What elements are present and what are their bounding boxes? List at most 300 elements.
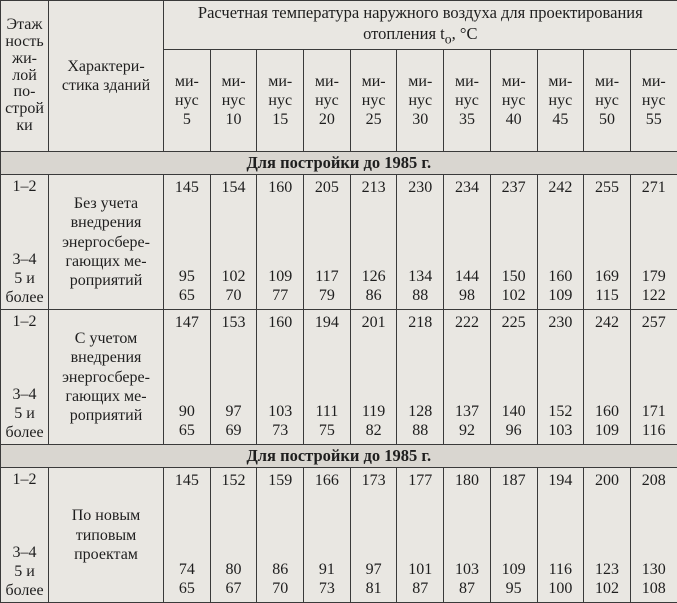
value-high-rise: 87 [444, 580, 490, 598]
value-high-rise: 82 [351, 422, 397, 440]
floors-label: 5 и [1, 562, 48, 581]
value-stack [444, 310, 490, 444]
floors-label: 3–4 [1, 385, 48, 404]
floors-group-bottom [1, 543, 48, 601]
temp-header-part: нус [351, 91, 397, 110]
value-cell [444, 175, 491, 310]
value-mid-rise: 160 [584, 403, 630, 421]
value-high-rise: 102 [491, 287, 537, 305]
temperature-header [164, 1, 677, 50]
floors-header-line: по- [1, 84, 48, 101]
value-stack [351, 310, 397, 444]
value-high-rise: 65 [164, 287, 210, 305]
description-line: гающих ме- [49, 387, 163, 406]
char-header-line: стика зданий [49, 76, 163, 95]
floors-label: 3–4 [1, 543, 48, 562]
value-stack [397, 175, 443, 309]
value-pair [631, 403, 677, 440]
value-cell [350, 175, 397, 310]
value-pair [211, 561, 257, 598]
value-mid-rise: 171 [631, 403, 677, 421]
temp-header-part: 30 [397, 110, 443, 129]
temp-header-part: нус [397, 91, 443, 110]
temp-header-part: ми- [444, 72, 490, 91]
value-cell [584, 310, 631, 445]
floors-header-line: ность [1, 34, 48, 51]
floors-header-line: строй [1, 101, 48, 118]
value-stack [304, 468, 350, 602]
value-high-rise: 87 [397, 580, 443, 598]
value-high-rise: 73 [304, 580, 350, 598]
floors-label: более [1, 581, 48, 600]
temp-header-line-2-wrap [168, 24, 673, 47]
value-mid-rise: 117 [304, 268, 350, 286]
value-low-rise: 205 [304, 179, 350, 197]
temp-column-header [444, 50, 491, 152]
value-mid-rise: 144 [444, 268, 490, 286]
value-stack [584, 175, 630, 309]
floors-header-line: лой [1, 68, 48, 85]
value-cell [490, 310, 537, 445]
value-cell [304, 310, 351, 445]
floors-header-line: Этаж [1, 17, 48, 34]
value-cell [584, 468, 631, 603]
value-low-rise: 234 [444, 179, 490, 197]
value-low-rise: 147 [164, 314, 210, 332]
floors-label: 3–4 [1, 250, 48, 269]
value-mid-rise: 91 [304, 561, 350, 579]
value-high-rise: 73 [257, 422, 303, 440]
value-cell [210, 468, 257, 603]
temp-header-part: 10 [211, 110, 257, 129]
value-cell [210, 175, 257, 310]
value-high-rise: 65 [164, 580, 210, 598]
temp-header-part: ми- [631, 72, 677, 91]
value-pair [444, 268, 490, 305]
value-stack [584, 310, 630, 444]
value-mid-rise: 101 [397, 561, 443, 579]
temp-header-line-1: Расчетная температура наружного воздуха для проектирования [168, 3, 673, 24]
value-low-rise: 180 [444, 472, 490, 490]
value-low-rise: 159 [257, 472, 303, 490]
temp-header-part: 20 [304, 110, 350, 129]
value-high-rise: 79 [304, 287, 350, 305]
description-line: внедрения [49, 213, 163, 232]
value-pair [351, 403, 397, 440]
value-low-rise: 187 [491, 472, 537, 490]
description-line: энергосбере- [49, 233, 163, 252]
value-high-rise: 88 [397, 422, 443, 440]
value-pair [257, 561, 303, 598]
value-cell [584, 175, 631, 310]
description-line: внедрения [49, 348, 163, 367]
temp-header-part: нус [584, 91, 630, 110]
value-low-rise: 218 [397, 314, 443, 332]
value-high-rise: 65 [164, 422, 210, 440]
value-high-rise: 69 [211, 422, 257, 440]
value-mid-rise: 140 [491, 403, 537, 421]
value-stack [164, 310, 210, 444]
description-cell [49, 310, 164, 445]
value-low-rise: 201 [351, 314, 397, 332]
section-title: Для постройки до 1985 г. [1, 152, 677, 175]
value-stack [257, 175, 303, 309]
floors-stack [1, 175, 48, 309]
value-pair [397, 561, 443, 598]
section-row [1, 445, 677, 468]
value-pair [491, 561, 537, 598]
description-line: По новым [49, 506, 163, 525]
temp-header-part: ми- [304, 72, 350, 91]
value-cell [164, 310, 211, 445]
value-low-rise: 153 [211, 314, 257, 332]
value-pair [304, 403, 350, 440]
value-mid-rise: 126 [351, 268, 397, 286]
value-cell [350, 468, 397, 603]
value-pair [164, 561, 210, 598]
temp-header-part: 40 [491, 110, 537, 129]
value-high-rise: 122 [631, 287, 677, 305]
temp-header-part: нус [631, 91, 677, 110]
value-stack [491, 175, 537, 309]
value-cell [397, 310, 444, 445]
value-stack [584, 468, 630, 602]
value-high-rise: 86 [351, 287, 397, 305]
floors-header-line: ки [1, 118, 48, 135]
value-cell [537, 468, 584, 603]
temp-header-part: 5 [164, 110, 210, 129]
value-pair [257, 403, 303, 440]
table-row [1, 175, 677, 310]
temp-header-part: 25 [351, 110, 397, 129]
floors-stack [1, 468, 48, 602]
value-high-rise: 116 [631, 422, 677, 440]
description-line: Без учета [49, 194, 163, 213]
value-stack [211, 468, 257, 602]
description-line: роприятий [49, 271, 163, 290]
value-mid-rise: 137 [444, 403, 490, 421]
value-low-rise: 230 [397, 179, 443, 197]
description-cell [49, 175, 164, 310]
value-mid-rise: 130 [631, 561, 677, 579]
value-stack [351, 175, 397, 309]
value-cell [537, 175, 584, 310]
value-mid-rise: 179 [631, 268, 677, 286]
section-row [1, 152, 677, 175]
floors-header [1, 1, 49, 152]
value-mid-rise: 97 [351, 561, 397, 579]
temp-header-part: 35 [444, 110, 490, 129]
value-cell [444, 468, 491, 603]
value-mid-rise: 74 [164, 561, 210, 579]
floors-group-bottom [1, 385, 48, 443]
temp-header-part: ми- [491, 72, 537, 91]
value-low-rise: 208 [631, 472, 677, 490]
value-mid-rise: 80 [211, 561, 257, 579]
value-stack [211, 175, 257, 309]
value-high-rise: 102 [584, 580, 630, 598]
value-low-rise: 257 [631, 314, 677, 332]
value-pair [584, 268, 630, 305]
value-stack [538, 468, 584, 602]
description-line: энергосбере- [49, 368, 163, 387]
value-stack [304, 310, 350, 444]
temp-unit: , °С [452, 24, 478, 43]
value-high-rise: 98 [444, 287, 490, 305]
value-stack [631, 310, 677, 444]
value-low-rise: 173 [351, 472, 397, 490]
value-low-rise: 145 [164, 472, 210, 490]
value-cell [257, 175, 304, 310]
temp-column-header [304, 50, 351, 152]
temp-header-part: ми- [538, 72, 584, 91]
temp-column-header [164, 50, 211, 152]
temp-header-line-2: отопления t [363, 24, 445, 43]
temp-header-part: нус [444, 91, 490, 110]
value-stack [631, 468, 677, 602]
floors-label: 1–2 [1, 177, 48, 196]
value-low-rise: 242 [538, 179, 584, 197]
value-pair [211, 268, 257, 305]
description-line: гающих ме- [49, 252, 163, 271]
characteristics-header [49, 1, 164, 152]
value-pair [397, 403, 443, 440]
value-mid-rise: 103 [444, 561, 490, 579]
value-mid-rise: 134 [397, 268, 443, 286]
value-mid-rise: 119 [351, 403, 397, 421]
temp-header-part: ми- [397, 72, 443, 91]
value-stack [211, 310, 257, 444]
value-mid-rise: 169 [584, 268, 630, 286]
value-low-rise: 160 [257, 314, 303, 332]
value-low-rise: 152 [211, 472, 257, 490]
value-cell [490, 468, 537, 603]
value-low-rise: 177 [397, 472, 443, 490]
temp-column-header [350, 50, 397, 152]
table-row [1, 468, 677, 603]
floors-label: более [1, 288, 48, 307]
temp-column-header [630, 50, 677, 152]
value-stack [304, 175, 350, 309]
temp-header-part: ми- [584, 72, 630, 91]
description-line: типовым [49, 526, 163, 545]
value-low-rise: 200 [584, 472, 630, 490]
temp-header-part: 45 [538, 110, 584, 129]
value-mid-rise: 152 [538, 403, 584, 421]
value-pair [351, 561, 397, 598]
value-mid-rise: 109 [257, 268, 303, 286]
description-line: роприятий [49, 406, 163, 425]
value-stack [444, 468, 490, 602]
value-pair [397, 268, 443, 305]
value-stack [397, 310, 443, 444]
value-mid-rise: 86 [257, 561, 303, 579]
value-low-rise: 194 [304, 314, 350, 332]
value-high-rise: 88 [397, 287, 443, 305]
value-high-rise: 103 [538, 422, 584, 440]
temp-header-part: нус [211, 91, 257, 110]
value-low-rise: 237 [491, 179, 537, 197]
value-mid-rise: 109 [491, 561, 537, 579]
value-cell [630, 310, 677, 445]
value-stack [631, 175, 677, 309]
temp-header-part: нус [304, 91, 350, 110]
temp-subscript: о [445, 31, 452, 46]
value-cell [164, 175, 211, 310]
temp-column-header [490, 50, 537, 152]
value-cell [397, 175, 444, 310]
description-cell [49, 468, 164, 603]
value-mid-rise: 111 [304, 403, 350, 421]
value-stack [257, 310, 303, 444]
value-low-rise: 194 [538, 472, 584, 490]
temp-header-part: 15 [257, 110, 303, 129]
value-high-rise: 75 [304, 422, 350, 440]
value-cell [444, 310, 491, 445]
floors-label: 5 и [1, 404, 48, 423]
value-mid-rise: 103 [257, 403, 303, 421]
value-pair [211, 403, 257, 440]
value-mid-rise: 128 [397, 403, 443, 421]
value-low-rise: 166 [304, 472, 350, 490]
table-row [1, 310, 677, 445]
description-line: проектам [49, 545, 163, 564]
value-pair [444, 561, 490, 598]
temp-header-part: ми- [257, 72, 303, 91]
value-cell [350, 310, 397, 445]
value-pair [538, 561, 584, 598]
temp-header-part: ми- [164, 72, 210, 91]
value-mid-rise: 160 [538, 268, 584, 286]
value-cell [490, 175, 537, 310]
value-stack [397, 468, 443, 602]
value-low-rise: 222 [444, 314, 490, 332]
value-high-rise: 70 [257, 580, 303, 598]
value-mid-rise: 95 [164, 268, 210, 286]
temp-header-part: нус [538, 91, 584, 110]
value-low-rise: 242 [584, 314, 630, 332]
value-pair [631, 268, 677, 305]
temp-header-part: нус [257, 91, 303, 110]
value-pair [257, 268, 303, 305]
value-low-rise: 271 [631, 179, 677, 197]
value-high-rise: 100 [538, 580, 584, 598]
value-low-rise: 213 [351, 179, 397, 197]
value-mid-rise: 150 [491, 268, 537, 286]
temp-column-header [537, 50, 584, 152]
value-high-rise: 81 [351, 580, 397, 598]
value-high-rise: 95 [491, 580, 537, 598]
value-stack [491, 468, 537, 602]
temp-header-part: ми- [211, 72, 257, 91]
value-cell [630, 468, 677, 603]
value-mid-rise: 102 [211, 268, 257, 286]
value-cell [257, 468, 304, 603]
floors-label: более [1, 423, 48, 442]
value-pair [584, 561, 630, 598]
value-high-rise: 108 [631, 580, 677, 598]
value-pair [304, 268, 350, 305]
value-mid-rise: 123 [584, 561, 630, 579]
value-pair [584, 403, 630, 440]
floors-label: 1–2 [1, 312, 48, 331]
value-stack [538, 310, 584, 444]
value-high-rise: 115 [584, 287, 630, 305]
value-high-rise: 70 [211, 287, 257, 305]
value-pair [444, 403, 490, 440]
value-pair [538, 403, 584, 440]
value-mid-rise: 97 [211, 403, 257, 421]
temp-header-part: нус [164, 91, 210, 110]
temp-header-part: 50 [584, 110, 630, 129]
value-cell [257, 310, 304, 445]
temp-column-header [397, 50, 444, 152]
value-high-rise: 109 [584, 422, 630, 440]
value-high-rise: 92 [444, 422, 490, 440]
value-low-rise: 160 [257, 179, 303, 197]
value-cell [397, 468, 444, 603]
value-stack [351, 468, 397, 602]
value-high-rise: 96 [491, 422, 537, 440]
value-pair [538, 268, 584, 305]
value-stack [538, 175, 584, 309]
value-cell [537, 310, 584, 445]
value-pair [164, 268, 210, 305]
value-low-rise: 225 [491, 314, 537, 332]
value-high-rise: 77 [257, 287, 303, 305]
value-low-rise: 230 [538, 314, 584, 332]
floors-label: 1–2 [1, 470, 48, 489]
value-cell [304, 175, 351, 310]
value-cell [210, 310, 257, 445]
floors-cell [1, 310, 49, 445]
value-pair [304, 561, 350, 598]
value-pair [631, 561, 677, 598]
value-low-rise: 145 [164, 179, 210, 197]
floors-label: 5 и [1, 269, 48, 288]
temp-header-part: нус [491, 91, 537, 110]
value-pair [164, 403, 210, 440]
section-title: Для постройки до 1985 г. [1, 445, 677, 468]
description-line: С учетом [49, 329, 163, 348]
floors-stack [1, 310, 48, 444]
value-cell [164, 468, 211, 603]
value-stack [257, 468, 303, 602]
floors-cell [1, 468, 49, 603]
temp-column-header [210, 50, 257, 152]
value-low-rise: 154 [211, 179, 257, 197]
value-pair [351, 268, 397, 305]
char-header-line: Характери- [49, 57, 163, 76]
value-stack [444, 175, 490, 309]
value-stack [164, 468, 210, 602]
header-row-1 [1, 1, 677, 50]
floors-group-bottom [1, 250, 48, 308]
temp-header-part: 55 [631, 110, 677, 129]
value-low-rise: 255 [584, 179, 630, 197]
value-mid-rise: 90 [164, 403, 210, 421]
value-cell [630, 175, 677, 310]
floors-cell [1, 175, 49, 310]
value-high-rise: 109 [538, 287, 584, 305]
temp-column-header [584, 50, 631, 152]
value-cell [304, 468, 351, 603]
value-stack [164, 175, 210, 309]
floors-header-line: жи- [1, 51, 48, 68]
value-stack [491, 310, 537, 444]
temp-header-part: ми- [351, 72, 397, 91]
temp-column-header [257, 50, 304, 152]
